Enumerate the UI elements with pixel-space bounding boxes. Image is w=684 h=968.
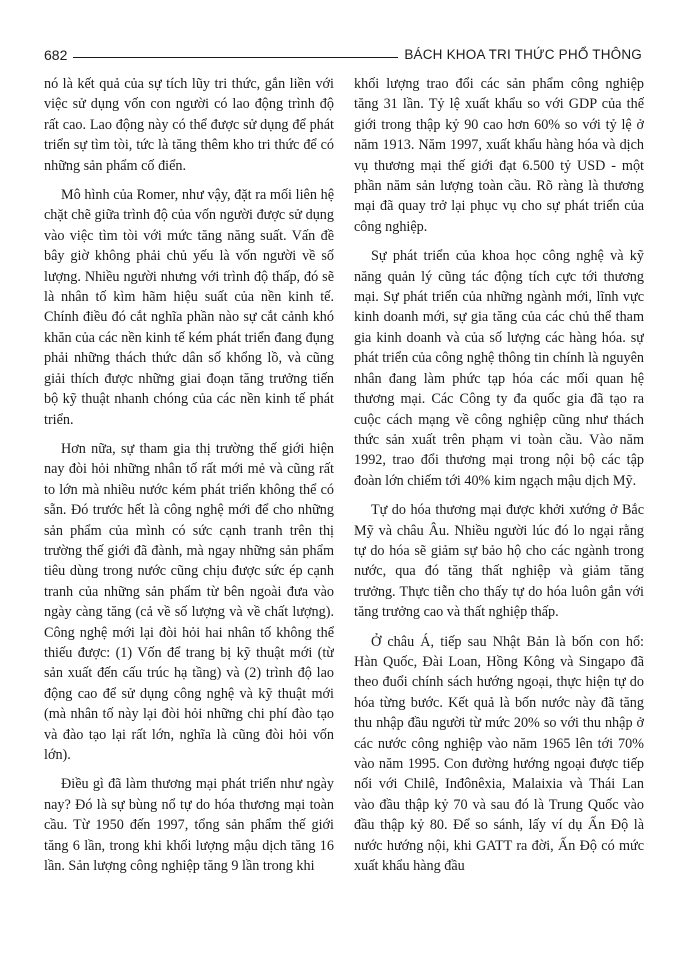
right-column — [354, 74, 644, 958]
paragraph: nó là kết quả của sự tích lũy tri thức, gắn liền với việc sử dụng vốn con người có lao động trình độ rất cao. Lao động này có thể được sử dụng để phát triển sự tìm tòi, tức là tăng thêm kho tri thức để có những sản phẩm cố điển. — [44, 76, 334, 174]
header-rule — [73, 57, 398, 58]
paragraph: Mô hình của Romer, như vậy, đặt ra mối liên hệ chặt chẽ giữa trình độ của vốn người được sử dụng vào việc tìm tòi với mức tăng năng suất. Vấn đề bây giờ không phải chủ yếu là vốn người về số lượng. Nhiều người nhưng với trình độ thấp, đó sẽ là nhân tố kìm hãm hiệu suất của nền kinh tế. Chính điều đó cắt nghĩa phần nào sự cắt cảnh khó khăn của các nền kinh tế kém phát triển đang đụng phải những thách thức dân số khổng lồ, và cũng giải thích được những giai đoạn tăng trưởng tiến bộ kỹ thuật nhanh chóng của các nền kinh tế phát triển. — [44, 187, 334, 428]
paragraph: Điều gì đã làm thương mại phát triển như ngày nay? Đó là sự bùng nổ tự do hóa thương mại toàn cầu. Từ 1950 đến 1997, tổng sản phẩm thế giới tăng 6 lần, trong khi khối lượng mậu dịch tăng 16 lần. Sản lượng công nghiệp tăng 9 lần trong khi — [44, 776, 334, 875]
left-column — [44, 74, 334, 958]
paragraph: Tự do hóa thương mại được khởi xướng ở Bắc Mỹ và châu Âu. Nhiều người lúc đó lo ngại rằng tự do hóa sẽ giảm sự bảo hộ cho các ngành trong nước, qua đó tăng thất nghiệp và giảm tăng trưởng. Thực tiễn cho thấy tự do hóa luôn gắn với tăng trưởng cao và thất nghiệp thấp. — [354, 502, 644, 621]
paragraph: Hơn nữa, sự tham gia thị trường thế giới hiện nay đòi hỏi những nhân tố rất mới mẻ và cũng rất to lớn mà nhiều nước kém phát triển không thể có sẵn. Đó trước hết là công nghệ mới để cho những sản phẩm của mình có sức cạnh tranh trên thị trường thế giới đã đành, mà ngay những sản phẩm tiêu dùng trong nước cũng chịu được sức ép cạnh tranh của những sản phẩm từ bên ngoài đưa vào ngày càng tăng (cả về số lượng và về chất lượng). Công nghệ mới lại đòi hỏi hai nhân tố không thể thiếu được: (1) Vốn để trang bị kỹ thuật mới (từ sản xuất đến cấu trúc hạ tầng) và (2) trình độ lao động cao để sử dụng công nghệ và kỹ thuật mới (mà nhân tố này lại đòi hỏi những chi phí đào tạo và đào tạo lại rất lớn, nghĩa là cũng đòi hỏi vốn lớn). — [44, 440, 334, 763]
page-number: 682 — [44, 47, 68, 63]
paragraph: khối lượng trao đổi các sản phẩm công nghiệp tăng 31 lần. Tỷ lệ xuất khẩu so với GDP của thế giới trong thập kỷ 90 cao hơn 60% so với tỷ lệ ở năm 1913. Năm 1997, xuất khẩu hàng hóa và dịch vụ thương mại thế giới đạt 6.500 tỷ USD - một phần năm sản lượng toàn cầu. Rõ ràng là thương mại đã quay trở lại phục vụ cho sự phát triển của công nghiệp. — [354, 76, 644, 235]
paragraph: Sự phát triển của khoa học công nghệ và kỹ năng quản lý cũng tác động tích cực tới thương mại. Sự phát triển của những ngành mới, lĩnh vực kinh doanh mới, sự gia tăng của các chủ thể tham gia kinh doanh và của số lượng các hàng hóa. sự phát triển của công nghệ thông tin chính là nguyên nhân đang làm phức tạp hóa các mối quan hệ thương mại. Các Công ty đa quốc gia đã tạo ra cuộc cách mạng về công nghiệp cũng như thách thức sản xuất trên phạm vi toàn cầu. Vào năm 1992, trao đổi thương mại trong nội bộ các tập đoàn lớn chiếm tới 40% kim ngạch mậu dịch Mỹ. — [354, 248, 644, 489]
paragraph: Ở châu Á, tiếp sau Nhật Bản là bốn con hổ: Hàn Quốc, Đài Loan, Hồng Kông và Singapo đã theo đuổi chính sách hướng ngoại, thực hiện tự do hóa từng bước. Kết quả là bốn nước này đã tăng thu nhập đầu người từ mức 20% so với thu nhập ở các nước công nghiệp vào năm 1965 lên tới 70% vào năm 1995. Con đường hướng ngoại được tiếp nối với Chilê, Inđônêxia, Malaixia và Thái Lan vào đầu thập kỷ 70 và sau đó là Trung Quốc vào đầu thập kỷ 80. Để so sánh, lấy ví dụ Ấn Độ là nước hướng nội, khi GATT ra đời, Ấn Độ có mức xuất khẩu hàng đầu — [354, 633, 644, 875]
running-title: BÁCH KHOA TRI THỨC PHỔ THÔNG — [404, 47, 642, 62]
page-header — [44, 44, 642, 62]
text-columns — [44, 74, 644, 958]
